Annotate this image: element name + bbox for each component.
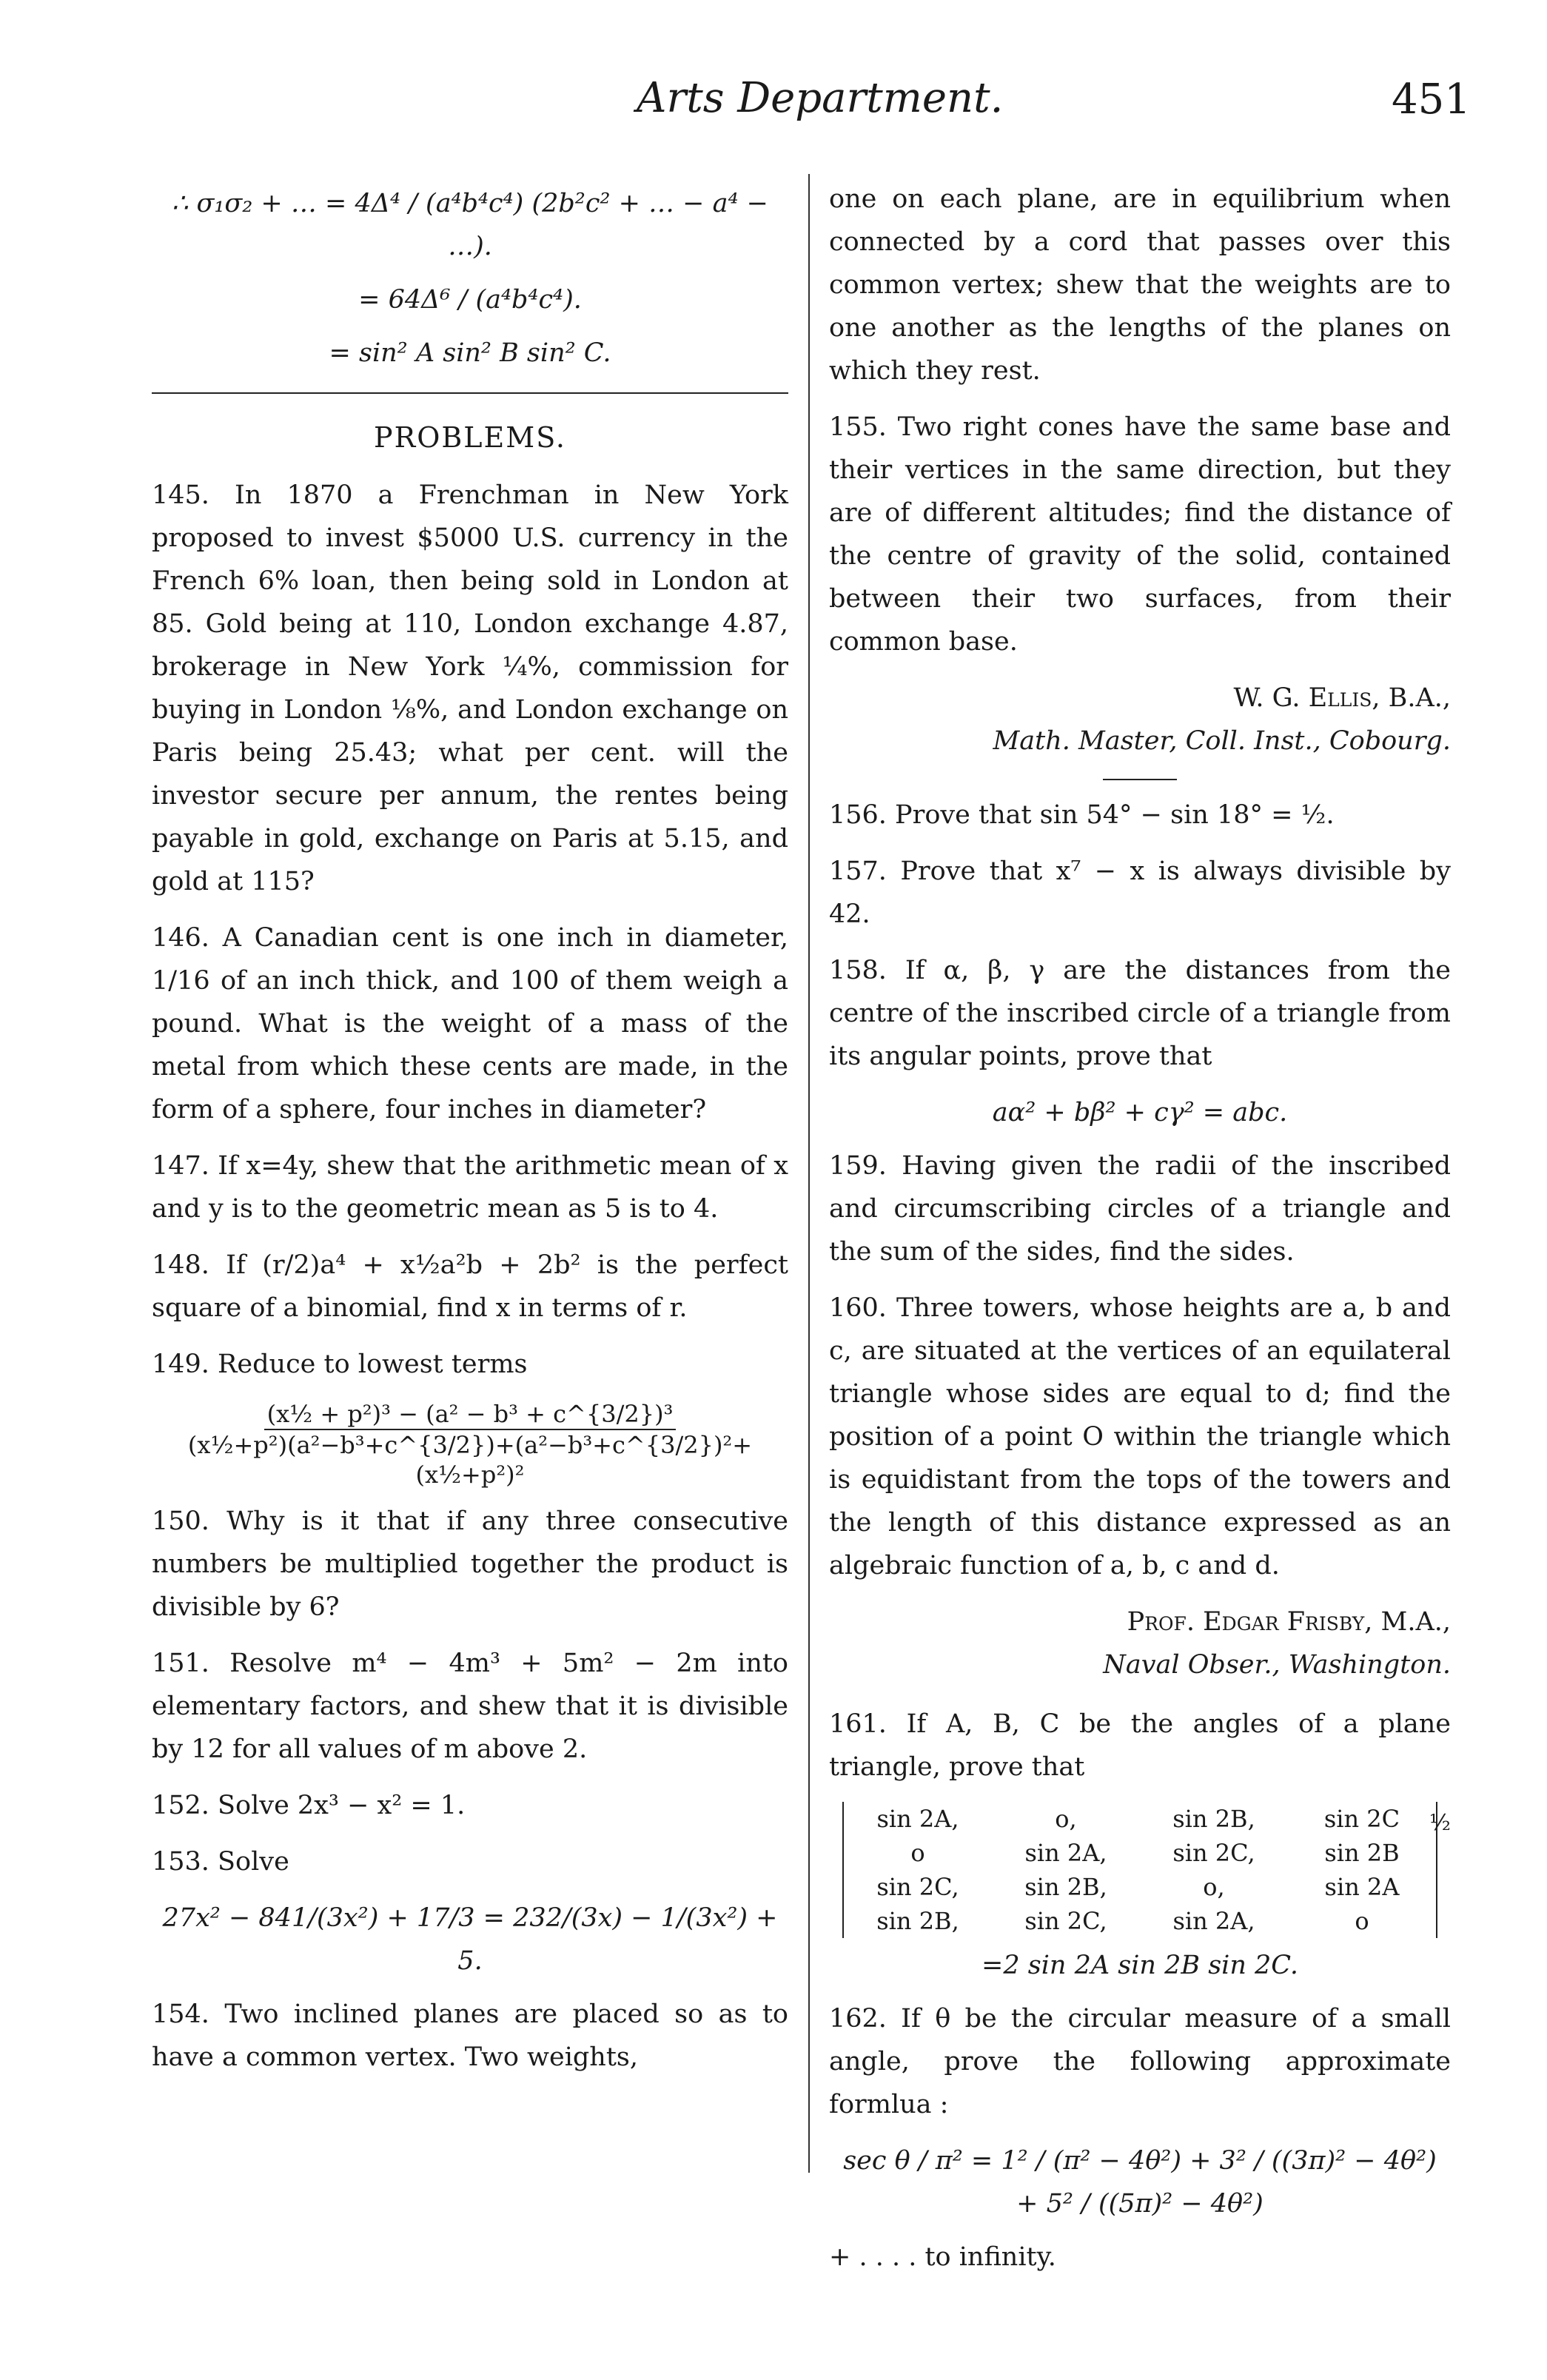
determinant-cell: sin 2C, [876,1873,959,1901]
fraction-numerator: (x½ + p²)³ − (a² − b³ + c^{3/2})³ [264,1399,677,1430]
signature-name-1: W. G. Ellis, B.A., [1233,683,1451,713]
problem-156: 156. Prove that sin 54° − sin 18° = ½. [829,800,1335,830]
problem-161-equation: =2 sin 2A sin 2B sin 2C. [981,1951,1298,1980]
problem-159: 159. Having given the radii of the inscribed and circumscribing circles of a triangle and the sum of the sides, find the sides. [829,1151,1451,1267]
determinant-cell: o, [1203,1873,1225,1901]
problem-154-continued: one on each plane, are in equilibrium when connected by a cord that passes over this common vertex; shew that the weights are to one another as the lengths of the planes on which they rest. [829,184,1451,386]
determinant-cell: o [910,1839,925,1867]
problem-154: 154. Two inclined planes are placed so as to have a common vertex. Two weights, [152,1999,788,2072]
left-column [152,178,788,2092]
problem-151: 151. Resolve m⁴ − 4m³ + 5m² − 2m into elementary factors, and shew that it is divisible by 12 for all values of m above 2. [152,1649,788,1764]
determinant-cell: sin 2A, [1024,1839,1107,1867]
determinant-block [829,1802,1451,1938]
problem-155: 155. Two right cones have the same base and their vertices in the same direction, but they are of different altitudes; find the distance of the centre of gravity of the solid, contained between their two surfaces, from their common base. [829,412,1451,657]
short-rule [1103,779,1177,780]
running-header [0,59,1547,141]
problem-158: 158. If α, β, γ are the distances from the centre of the inscribed circle of a triangle from its angular points, prove that [829,956,1451,1071]
section-rule [152,392,788,394]
problem-149: 149. Reduce to lowest terms [152,1350,528,1379]
right-column [829,178,1451,2279]
problem-147: 147. If x=4y, shew that the arithmetic mean of x and y is to the geometric mean as 5 is to 4. [152,1151,788,1224]
determinant-cell: sin 2B [1324,1839,1400,1867]
determinant-cell: sin 2B, [876,1907,959,1935]
problem-149-fraction [152,1399,788,1489]
header-title: Arts Department. [637,74,1004,122]
column-divider [808,174,810,2173]
determinant-cell: sin 2B, [1024,1873,1107,1901]
equation-3: = sin² A sin² B sin² C. [329,338,611,368]
fraction-denominator: (x½+p²)(a²−b³+c^{3/2})+(a²−b³+c^{3/2})²+(x½+p²)² [187,1431,753,1489]
problem-145: 145. In 1870 a Frenchman in New York proposed to invest $5000 U.S. currency in the French 6% loan, then being sold in London at 85. Gold being at 110, London exchange 4.87, brokerage in New York ¼%, commission for buying in London ⅛%, and London exchange on Paris being 25.43; what per cent. will the investor secure per annum, the rentes being payable in gold, exchange on Paris at 5.15, and gold at 115? [152,480,788,896]
equation-1: ∴ σ₁σ₂ + … = 4Δ⁴ / (a⁴b⁴c⁴) (2b²c² + … − a⁴ − …). [172,189,768,261]
problem-153-equation: 27x² − 841/(3x²) + 17/3 = 232/(3x) − 1/(3x²) + 5. [162,1903,778,1976]
section-heading: PROBLEMS. [374,421,566,454]
determinant-cell: o, [1055,1805,1077,1833]
problem-146: 146. A Canadian cent is one inch in diameter, 1/16 of an inch thick, and 100 of them weigh a pound. What is the weight of a mass of the metal from which these cents are made, in the form of a sphere, four inches in diameter? [152,923,788,1124]
determinant-cell: sin 2C, [1172,1839,1255,1867]
problem-160: 160. Three towers, whose heights are a, b and c, are situated at the vertices of an equilateral triangle whose sides are equal to d; find the position of a point O within the triangle which is equidistant from the tops of the towers and the length of this distance expressed as an algebraic function of a, b, c and d. [829,1293,1451,1580]
determinant-cell: sin 2A, [1172,1907,1255,1935]
problem-158-equation: aα² + bβ² + cγ² = abc. [992,1098,1288,1127]
determinant-cell: sin 2A [1324,1873,1400,1901]
problem-161: 161. If A, B, C be the angles of a plane triangle, prove that [829,1709,1451,1782]
signature-affiliation-1: Math. Master, Coll. Inst., Cobourg. [993,726,1451,756]
determinant-cell: o [1355,1907,1369,1935]
problem-150: 150. Why is it that if any three consecutive numbers be multiplied together the product is divisible by 6? [152,1506,788,1622]
page-number: 451 [1392,76,1471,124]
problem-162-equation: sec θ / π² = 1² / (π² − 4θ²) + 3² / ((3π)² − 4θ²) + 5² / ((5π)² − 4θ²) [843,2146,1437,2219]
problem-152: 152. Solve 2x³ − x² = 1. [152,1791,466,1820]
determinant-power: ½ [1429,1810,1451,1836]
problem-162: 162. If θ be the circular measure of a small angle, prove the following approximate formlua : [829,2004,1451,2119]
equation-2: = 64Δ⁶ / (a⁴b⁴c⁴). [358,285,582,315]
determinant [842,1802,1437,1938]
signature-affiliation-2: Naval Obser., Washington. [1103,1650,1451,1680]
determinant-cell: sin 2B, [1172,1805,1255,1833]
determinant-cell: sin 2C, [1024,1907,1107,1935]
problem-153: 153. Solve [152,1847,289,1877]
determinant-cell: sin 2C [1323,1805,1400,1833]
signature-name-2: Prof. Edgar Frisby, M.A., [1127,1607,1451,1637]
problem-162-tail: + . . . . to infinity. [829,2242,1056,2272]
problem-148: 148. If (r/2)a⁴ + x½a²b + 2b² is the perfect square of a binomial, find x in terms of r. [152,1250,788,1323]
problem-157: 157. Prove that x⁷ − x is always divisible by 42. [829,857,1451,929]
determinant-cell: sin 2A, [876,1805,959,1833]
